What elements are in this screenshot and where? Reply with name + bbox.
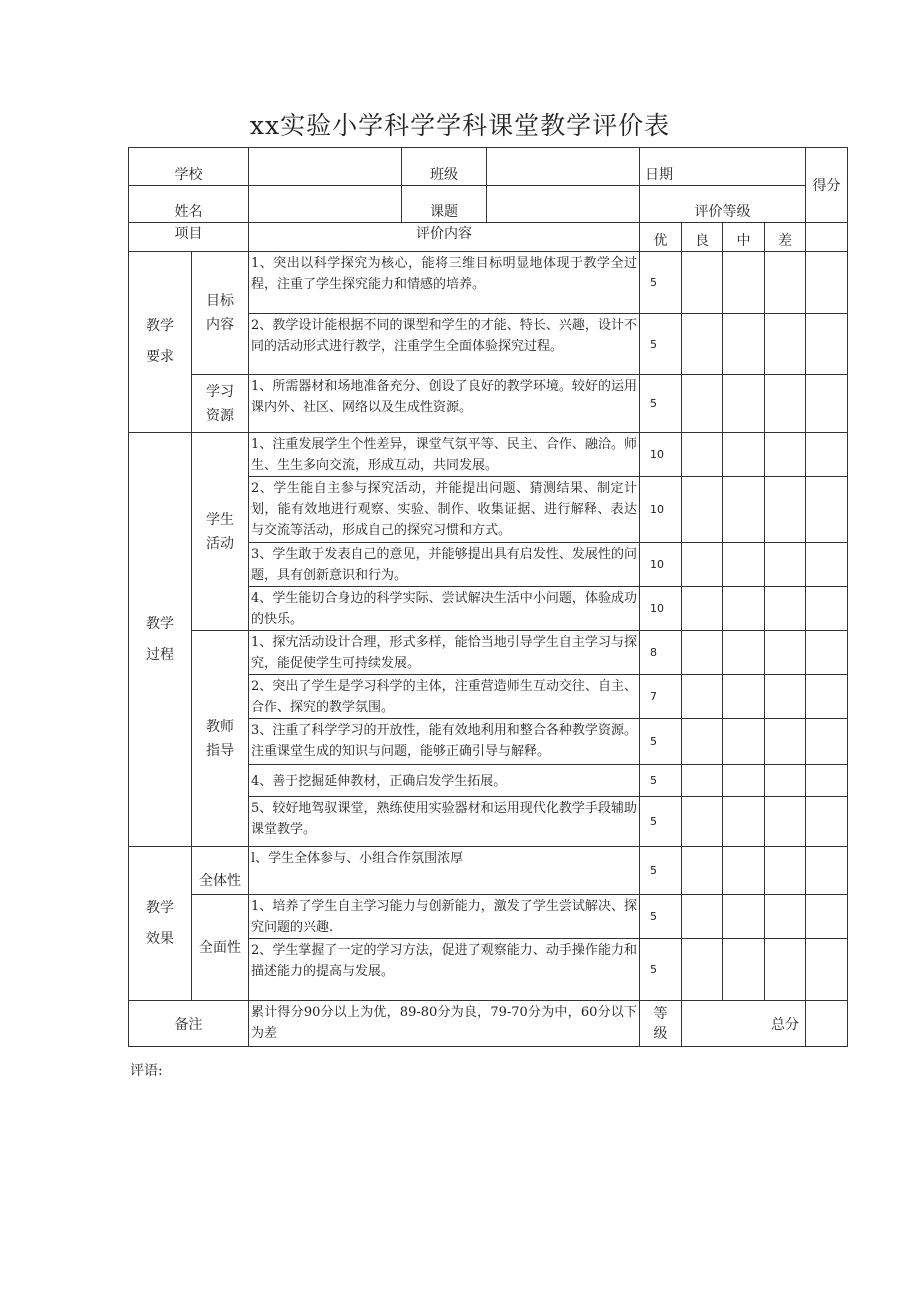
criterion-points: 5 [640, 252, 682, 314]
notes-text: 累计得分90分以上为优，89-80分为良，79-70分为中，60分以下为差 [249, 1001, 640, 1047]
score-cell[interactable] [806, 543, 848, 587]
rating-cell[interactable] [723, 765, 765, 797]
criterion-text: 1、注重发展学生个性差异，课堂气氛平等、民主、合作、融洽。师生、生生多向交流，形成互动，共同发展。 [249, 433, 640, 477]
evaluation-table [128, 147, 848, 1047]
rating-cell[interactable] [682, 797, 723, 847]
rating-cell[interactable] [723, 252, 765, 314]
comment-label: 评语: [130, 1063, 163, 1079]
criterion-points: 5 [640, 375, 682, 433]
rating-cell[interactable] [682, 433, 723, 477]
item-label: 项目 [129, 223, 249, 252]
school-value-cell[interactable] [249, 148, 402, 185]
date-label: 日期 [640, 148, 806, 186]
criterion-text: 5、较好地驾驭课堂，熟练使用实验器材和运用现代化教学手段辅助课堂教学。 [249, 797, 640, 847]
criterion-points: 5 [640, 939, 682, 1001]
criterion-points: 5 [640, 847, 682, 895]
criterion-points: 5 [640, 719, 682, 765]
rating-cell[interactable] [682, 675, 723, 719]
criterion-text: 1、探宄活动设计合理，形式多样，能恰当地引导学生自主学习与探究，能促使学生可持续发展。 [249, 631, 640, 675]
school-field[interactable] [249, 148, 640, 186]
grade-zhong: 中 [723, 223, 765, 252]
grade-you: 优 [640, 223, 682, 252]
score-cell[interactable] [806, 433, 848, 477]
rating-cell[interactable] [765, 433, 806, 477]
rating-cell[interactable] [682, 477, 723, 543]
criterion-text: 1、培养了学生自主学习能力与创新能力，激发了学生尝试解决、探究问题的兴趣. [249, 895, 640, 939]
rating-cell[interactable] [765, 939, 806, 1001]
criterion-points: 5 [640, 895, 682, 939]
criterion-text: 2、学生掌握了一定的学习方法，促进了观察能力、动手操作能力和描述能力的提高与发展。 [249, 939, 640, 1001]
criterion-text: 4、善于挖掘延伸教材，正确启发学生拓展。 [249, 765, 640, 797]
criterion-text: 2、教学设计能根据不同的课型和学生的才能、特长、兴趣，设计不同的活动形式进行教学，注重学生全面体验探究过程。 [249, 314, 640, 375]
topic-label: 课题 [402, 186, 487, 222]
score-header-cell [806, 223, 848, 252]
rating-cell[interactable] [765, 252, 806, 314]
section-label-teaching-effect: 教学 效果 [129, 847, 192, 1001]
rating-cell[interactable] [682, 847, 723, 895]
rating-cell[interactable] [765, 543, 806, 587]
rating-cell[interactable] [682, 719, 723, 765]
name-field[interactable] [249, 186, 640, 223]
criterion-text: 3、学生敢于发表自己的意见，并能够提出具有启发性、发展性的问题，具有创新意识和行为。 [249, 543, 640, 587]
score-cell[interactable] [806, 675, 848, 719]
rating-cell[interactable] [723, 375, 765, 433]
score-cell[interactable] [806, 719, 848, 765]
subsection-label-comprehensiveness: 全面性 [192, 895, 249, 1001]
score-cell[interactable] [806, 252, 848, 314]
rating-cell[interactable] [723, 587, 765, 631]
criterion-points: 10 [640, 477, 682, 543]
rating-cell[interactable] [682, 375, 723, 433]
subsection-label-goal-content: 目标 内容 [192, 252, 249, 375]
score-label: 得分 [806, 148, 848, 223]
rating-cell[interactable] [682, 939, 723, 1001]
criterion-text: 1、所需器材和场地准备充分、创设了良好的教学环境。较好的运用课内外、社区、网络以及生成性资源。 [249, 375, 640, 433]
rating-cell[interactable] [723, 675, 765, 719]
rating-cell[interactable] [723, 939, 765, 1001]
page-title: xx实验小学科学学科课堂教学评价表 [249, 111, 671, 140]
criterion-points: 5 [640, 797, 682, 847]
rating-cell[interactable] [682, 895, 723, 939]
rating-cell[interactable] [682, 314, 723, 375]
rating-cell[interactable] [765, 719, 806, 765]
score-cell[interactable] [806, 631, 848, 675]
rating-cell[interactable] [765, 477, 806, 543]
grade-level-label: 评价等级 [640, 186, 806, 223]
rating-cell[interactable] [723, 314, 765, 375]
rating-cell[interactable] [723, 477, 765, 543]
rating-cell[interactable] [765, 375, 806, 433]
class-value-cell[interactable] [487, 148, 639, 185]
score-cell[interactable] [806, 765, 848, 797]
section-label-teaching-process: 教学 过程 [129, 433, 192, 847]
rating-cell[interactable] [723, 797, 765, 847]
criterion-points: 10 [640, 587, 682, 631]
score-cell[interactable] [806, 587, 848, 631]
rating-cell[interactable] [765, 314, 806, 375]
criterion-text: 2、突出了学生是学习科学的主体，注重营造师生互动交往、自主、合作、探究的教学氛围。 [249, 675, 640, 719]
score-cell[interactable] [806, 895, 848, 939]
grade-cha: 差 [765, 223, 806, 252]
score-cell[interactable] [806, 477, 848, 543]
subsection-label-inclusiveness: 全体性 [192, 847, 249, 895]
section-label-teaching-requirements: 教学 要求 [129, 252, 192, 433]
criterion-points: 5 [640, 314, 682, 375]
subsection-label-student-activities: 学生 活动 [192, 433, 249, 631]
rating-cell[interactable] [765, 631, 806, 675]
rating-cell[interactable] [682, 587, 723, 631]
total-value-cell[interactable] [806, 1001, 848, 1047]
notes-label: 备注 [129, 1001, 249, 1047]
subsection-label-teacher-guidance: 教师 指导 [192, 631, 249, 847]
criterion-points: 5 [640, 765, 682, 797]
content-label: 评价内容 [249, 223, 640, 252]
criterion-text: 4、学生能切合身边的科学实际、尝试解决生活中小问题，体验成功的快乐。 [249, 587, 640, 631]
criterion-text: 2、学生能自主参与探究活动，并能提出问题、猜测结果、制定计划，能有效地进行观察、实验、制作、收集证据、进行解释、表达与交流等活动，形成自己的探究习惯和方式。 [249, 477, 640, 543]
criterion-text: 3、注重了科学学习的开放性，能有效地利用和整合各种教学资源。注重课堂生成的知识与问题，能够正确引导与解释。 [249, 719, 640, 765]
criterion-points: 10 [640, 543, 682, 587]
name-value-cell[interactable] [249, 186, 402, 222]
rating-cell[interactable] [682, 765, 723, 797]
rating-cell[interactable] [682, 252, 723, 314]
rating-cell[interactable] [765, 587, 806, 631]
rating-cell[interactable] [765, 797, 806, 847]
score-cell[interactable] [806, 847, 848, 895]
rating-cell[interactable] [723, 543, 765, 587]
criterion-text: l、学生全体参与、小组合作氛围浓厚 [249, 847, 640, 895]
criterion-points: 8 [640, 631, 682, 675]
rating-cell[interactable] [765, 847, 806, 895]
rating-cell[interactable] [723, 719, 765, 765]
criterion-points: 7 [640, 675, 682, 719]
score-cell[interactable] [806, 314, 848, 375]
rating-cell[interactable] [765, 895, 806, 939]
subsection-label-learning-resources: 学习 资源 [192, 375, 249, 433]
score-cell[interactable] [806, 375, 848, 433]
rating-cell[interactable] [682, 631, 723, 675]
name-label: 姓名 [129, 186, 249, 223]
total-label: 总分 [682, 1001, 806, 1047]
class-label: 班级 [402, 148, 487, 185]
rating-cell[interactable] [723, 895, 765, 939]
grade-label: 等 级 [640, 1001, 682, 1047]
score-cell[interactable] [806, 939, 848, 1001]
topic-value-cell[interactable] [487, 186, 639, 222]
grade-liang: 良 [682, 223, 723, 252]
rating-cell[interactable] [765, 675, 806, 719]
score-cell[interactable] [806, 797, 848, 847]
rating-cell[interactable] [723, 433, 765, 477]
criterion-points: 10 [640, 433, 682, 477]
school-label: 学校 [129, 148, 249, 186]
rating-cell[interactable] [723, 847, 765, 895]
rating-cell[interactable] [765, 765, 806, 797]
rating-cell[interactable] [723, 631, 765, 675]
criterion-text: 1、突出以科学探究为核心，能将三维目标明显地体现于教学全过程，注重了学生探究能力和情感的培养。 [249, 252, 640, 314]
rating-cell[interactable] [682, 543, 723, 587]
